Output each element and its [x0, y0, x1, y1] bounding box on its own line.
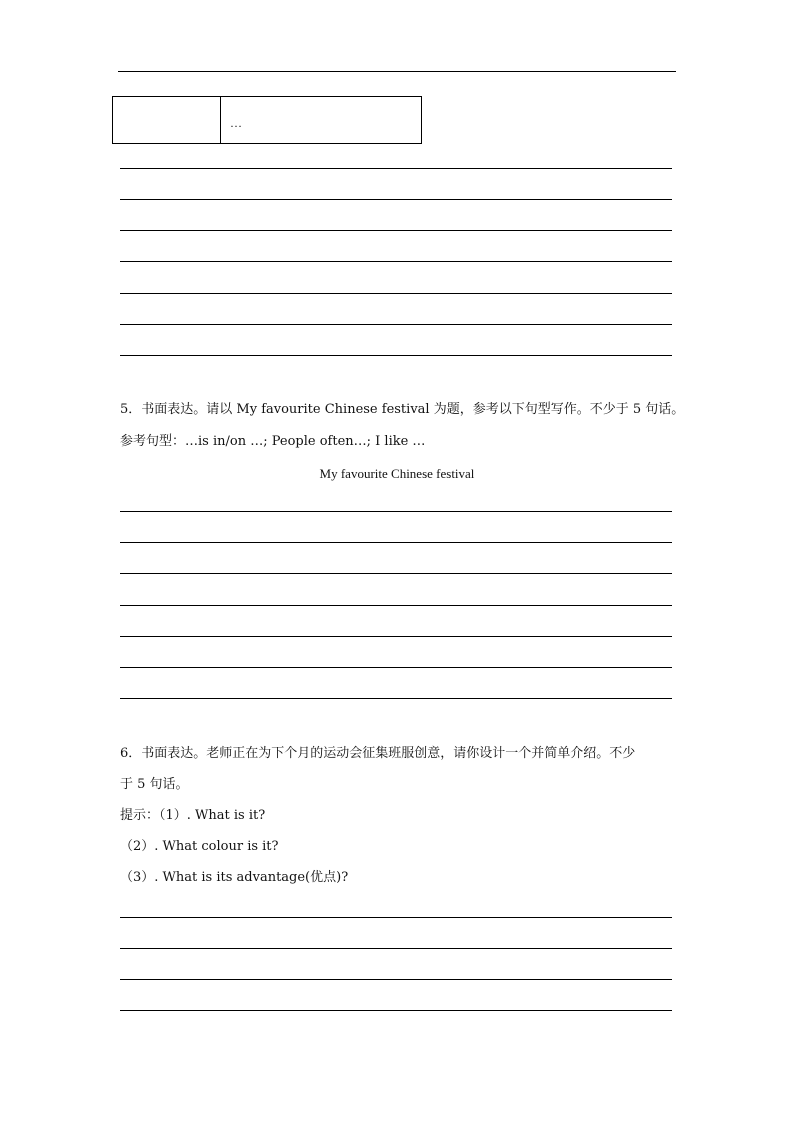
- writing-line[interactable]: [120, 948, 672, 949]
- question-6-prompt-line1: 6．书面表达。老师正在为下个月的运动会征集班服创意，请你设计一个并简单介绍。不少: [120, 746, 636, 761]
- table-cell-left: [113, 97, 221, 143]
- writing-line[interactable]: [120, 261, 672, 262]
- question-6-hint-2: （2）. What colour is it?: [120, 839, 279, 854]
- writing-line[interactable]: [120, 605, 672, 606]
- question-6-hint-3: （3）. What is its advantage(优点)?: [120, 870, 349, 885]
- answer-table: [112, 96, 422, 144]
- writing-line[interactable]: [120, 698, 672, 699]
- writing-line[interactable]: [120, 667, 672, 668]
- question-6-prompt-line2: 于 5 句话。: [120, 777, 189, 792]
- writing-line[interactable]: [120, 168, 672, 169]
- writing-line[interactable]: [120, 355, 672, 356]
- writing-line[interactable]: [120, 542, 672, 543]
- writing-line[interactable]: [120, 324, 672, 325]
- writing-line[interactable]: [120, 230, 672, 231]
- writing-line[interactable]: [120, 979, 672, 980]
- table-cell-right: …: [230, 116, 242, 130]
- writing-line[interactable]: [120, 511, 672, 512]
- question-5-reference: 参考句型：…is in/on …; People often…; I like …: [120, 434, 426, 449]
- writing-line[interactable]: [120, 199, 672, 200]
- question-5-essay-title: My favourite Chinese festival: [319, 466, 475, 481]
- question-5-prompt: 5．书面表达。请以 My favourite Chinese festival 为题，参考以下句型写作。不少于 5 句话。: [120, 402, 685, 417]
- writing-line[interactable]: [120, 293, 672, 294]
- page-header-rule: [118, 71, 676, 72]
- writing-line[interactable]: [120, 636, 672, 637]
- writing-line[interactable]: [120, 1010, 672, 1011]
- question-6-hint-1: 提示：（1）. What is it?: [120, 808, 266, 823]
- writing-line[interactable]: [120, 917, 672, 918]
- writing-line[interactable]: [120, 573, 672, 574]
